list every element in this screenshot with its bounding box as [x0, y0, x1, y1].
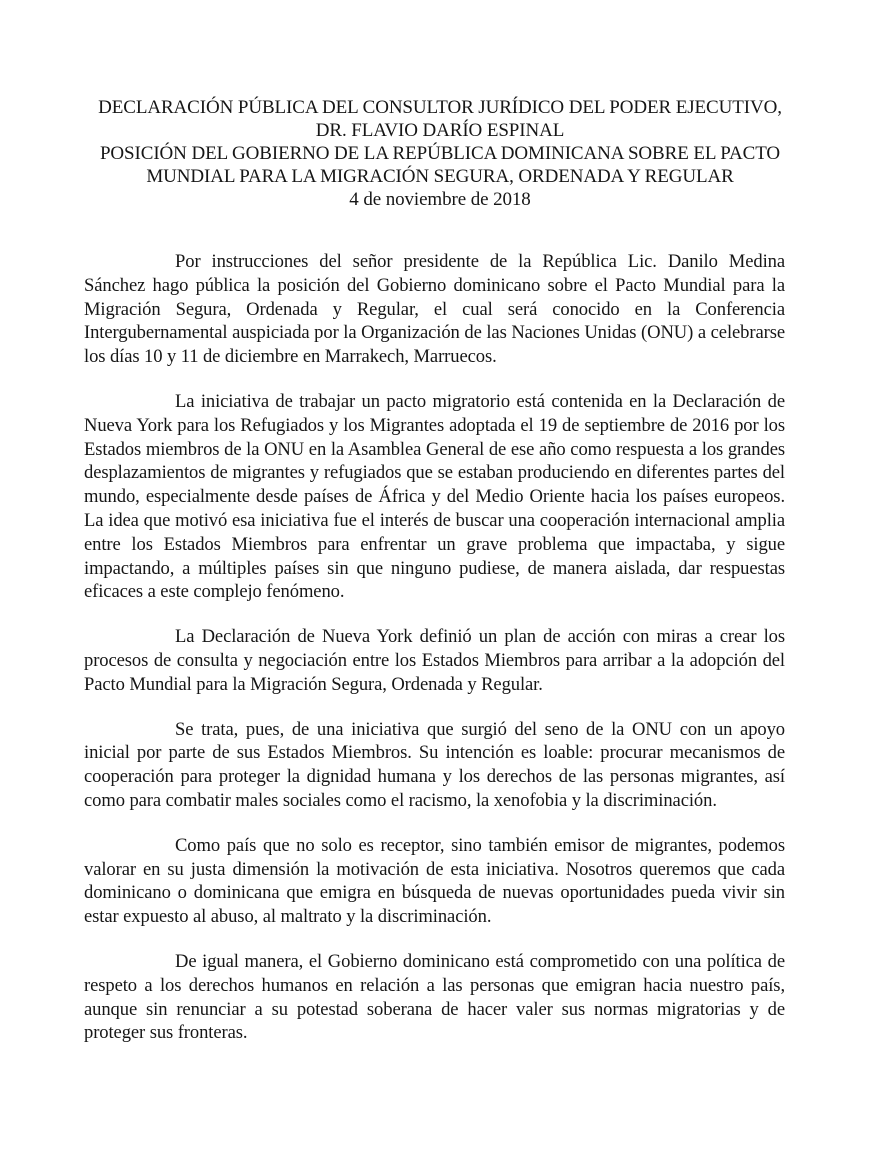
paragraph-2: La iniciativa de trabajar un pacto migratorio está contenida en la Declaración de Nueva York para los Refugiados y los Migrantes adoptada el 19 de septiembre de 2016 por los Estados miembros de la ONU en la Asamblea General de ese año como respuesta a los grandes desplazamientos de migrantes y refugiados que se estaban produciendo en diferentes partes del mundo, especialmente desde países de África y del Medio Oriente hacia los países europeos. La idea que motivó esa iniciativa fue el interés de buscar una cooperación internacional amplia entre los Estados Miembros para enfrentar un grave problema que impactaba, y sigue impactando, a múltiples países sin que ninguno pudiese, de manera aislada, dar respuestas eficaces a este complejo fenómeno. [84, 390, 785, 603]
paragraph-6: De igual manera, el Gobierno dominicano está comprometido con una política de respeto a los derechos humanos en relación a las personas que emigran hacia nuestro país, aunque sin renunciar a su potestad soberana de hacer valer sus normas migratorias y de proteger sus fronteras. [84, 950, 785, 1044]
header-title-line-4: MUNDIAL PARA LA MIGRACIÓN SEGURA, ORDENADA Y REGULAR [146, 166, 734, 187]
header-title-line-3: POSICIÓN DEL GOBIERNO DE LA REPÚBLICA DOMINICANA SOBRE EL PACTO [99, 143, 781, 164]
header-title-line-2: DR. FLAVIO DARÍO ESPINAL [315, 120, 565, 141]
document-header [60, 96, 820, 211]
paragraph-3: La Declaración de Nueva York definió un plan de acción con miras a crear los procesos de consulta y negociación entre los Estados Miembros para arribar a la adopción del Pacto Mundial para la Migración Segura, Ordenada y Regular. [84, 626, 785, 695]
header-date: 4 de noviembre de 2018 [349, 189, 531, 210]
paragraph-1: Por instrucciones del señor presidente de la República Lic. Danilo Medina Sánchez hago pública la posición del Gobierno dominicano sobre el Pacto Mundial para la Migración Segura, Ordenada y Regular, el cual será conocido en la Conferencia Intergubernamental auspiciada por la Organización de las Naciones Unidas (ONU) a celebrarse los días 10 y 11 de diciembre en Marrakech, Marruecos. [84, 251, 785, 368]
paragraph-4: Se trata, pues, de una iniciativa que surgió del seno de la ONU con un apoyo inicial por parte de sus Estados Miembros. Su intención es loable: procurar mecanismos de cooperación para proteger la dignidad humana y los derechos de las personas migrantes, así como para combatir males sociales como el racismo, la xenofobia y la discriminación. [84, 718, 785, 811]
paragraph-5: Como país que no solo es receptor, sino también emisor de migrantes, podemos valorar en su justa dimensión la motivación de esta iniciativa. Nosotros queremos que cada dominicano o dominicana que emigra en búsqueda de nuevas oportunidades pueda vivir sin estar expuesto al abuso, al maltrato y la discriminación. [84, 834, 785, 928]
header-title-line-1: DECLARACIÓN PÚBLICA DEL CONSULTOR JURÍDICO DEL PODER EJECUTIVO, [98, 97, 782, 118]
document-body [84, 250, 785, 1066]
